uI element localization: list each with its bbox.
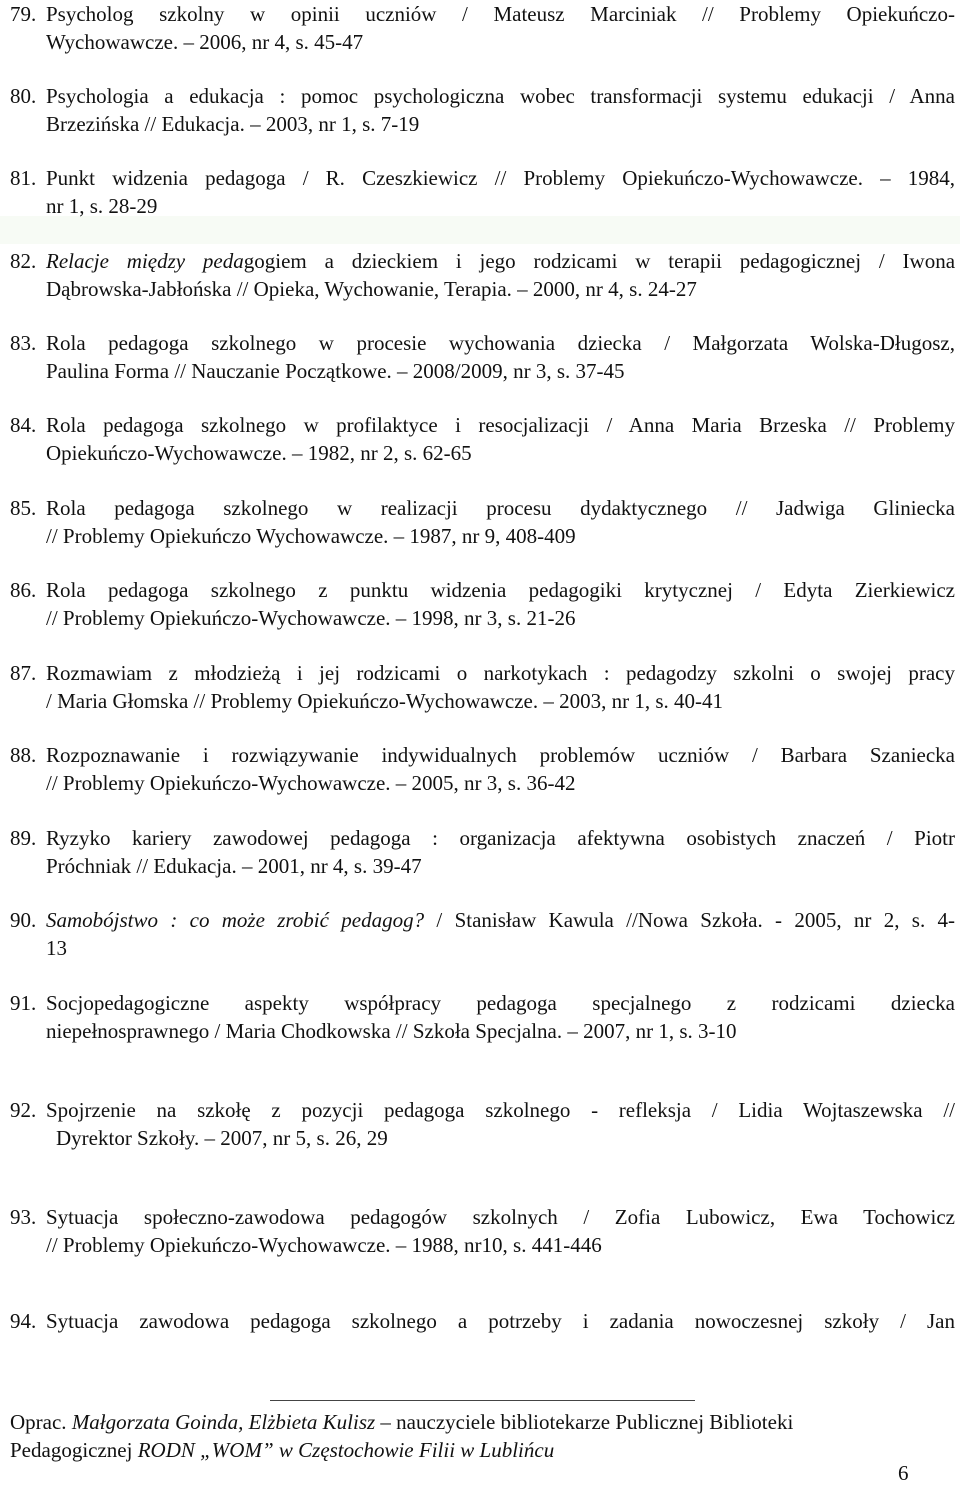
entry-line: Paulina Forma // Nauczanie Początkowe. – 2008/2009, nr 3, s. 37-45 bbox=[46, 359, 625, 383]
entry-line: Dyrektor Szkoły. – 2007, nr 5, s. 26, 29 bbox=[56, 1126, 388, 1150]
entry-number: 86. bbox=[10, 578, 37, 602]
bibliography-entry-82 bbox=[10, 247, 955, 303]
bibliography-entry-79 bbox=[10, 0, 955, 56]
entry-line: Rola pedagoga szkolnego w procesie wychowania dziecka / Małgorzata Wolska-Długosz, bbox=[46, 331, 955, 355]
footer-authors: Małgorzata Goinda, Elżbieta Kulisz bbox=[71, 1410, 376, 1434]
entry-number: 92. bbox=[10, 1098, 37, 1122]
bibliography-entry-83 bbox=[10, 329, 955, 385]
bibliography-entry-91 bbox=[10, 989, 955, 1045]
entry-line: // Problemy Opiekuńczo Wychowawcze. – 1987, nr 9, 408-409 bbox=[46, 524, 576, 548]
entry-number: 85. bbox=[10, 496, 37, 520]
entry-line: Wychowawcze. – 2006, nr 4, s. 45-47 bbox=[46, 30, 364, 54]
entry-title-italic: Samobójstwo : co może zrobić pedagog? bbox=[46, 908, 425, 932]
bibliography-entry-86 bbox=[10, 576, 955, 632]
entry-number: 94. bbox=[10, 1309, 37, 1333]
bibliography-entry-94 bbox=[10, 1307, 955, 1335]
bibliography-entry-90 bbox=[10, 906, 955, 962]
entry-line: // Problemy Opiekuńczo-Wychowawcze. – 1998, nr 3, s. 21-26 bbox=[46, 606, 576, 630]
entry-line: // Problemy Opiekuńczo-Wychowawcze. – 2005, nr 3, s. 36-42 bbox=[46, 771, 576, 795]
entry-title-italic: Relacje między peda bbox=[46, 249, 244, 273]
footer-prefix: Oprac. bbox=[10, 1410, 72, 1434]
entry-number: 91. bbox=[10, 991, 37, 1015]
entry-number: 89. bbox=[10, 826, 37, 850]
entry-line: Rozmawiam z młodzieżą i jej rodzicami o narkotykach : pedagodzy szkolni o swojej pracy bbox=[46, 661, 955, 685]
entry-line: // Problemy Opiekuńczo-Wychowawcze. – 1988, nr10, s. 441-446 bbox=[46, 1233, 602, 1257]
bibliography-entry-80 bbox=[10, 82, 955, 138]
entry-number: 93. bbox=[10, 1205, 37, 1229]
footer-rule bbox=[270, 1400, 695, 1401]
footer-role: – nauczyciele bibliotekarze Publicznej Biblioteki bbox=[375, 1410, 794, 1434]
entry-line: nr 1, s. 28-29 bbox=[46, 194, 158, 218]
entry-line: Rola pedagoga szkolnego z punktu widzenia pedagogiki krytycznej / Edyta Zierkiewicz bbox=[46, 578, 955, 602]
footer-line-1 bbox=[10, 1408, 955, 1436]
entry-line: Punkt widzenia pedagoga / R. Czeszkiewicz // Problemy Opiekuńczo-Wychowawcze. – 1984, bbox=[46, 166, 955, 190]
entry-line: Socjopedagogiczne aspekty współpracy pedagoga specjalnego z rodzicami dziecka bbox=[46, 991, 955, 1015]
entry-number: 83. bbox=[10, 331, 37, 355]
highlight-band bbox=[0, 216, 960, 244]
entry-number: 87. bbox=[10, 661, 37, 685]
entry-line: Próchniak // Edukacja. – 2001, nr 4, s. 39-47 bbox=[46, 854, 422, 878]
entry-number: 82. bbox=[10, 249, 37, 273]
entry-line: Opiekuńczo-Wychowawcze. – 1982, nr 2, s. 62-65 bbox=[46, 441, 472, 465]
bibliography-entry-81 bbox=[10, 164, 955, 220]
entry-line: Rola pedagoga szkolnego w realizacji procesu dydaktycznego // Jadwiga Gliniecka bbox=[46, 496, 955, 520]
footer-institution: RODN „WOM” w Częstochowie Filii w Lublińcu bbox=[137, 1438, 555, 1462]
entry-number: 88. bbox=[10, 743, 37, 767]
entry-line: Ryzyko kariery zawodowej pedagoga : organizacja afektywna osobistych znaczeń / Piotr bbox=[46, 826, 955, 850]
entry-title-rest: / Stanisław Kawula //Nowa Szkoła. - 2005, nr 2, s. 4- bbox=[424, 908, 955, 932]
bibliography-entry-88 bbox=[10, 741, 955, 797]
entry-line: Brzezińska // Edukacja. – 2003, nr 1, s. 7-19 bbox=[46, 112, 420, 136]
bibliography-entry-93 bbox=[10, 1203, 955, 1259]
bibliography-entry-89 bbox=[10, 824, 955, 880]
entry-line: Rola pedagoga szkolnego w profilaktyce i resocjalizacji / Anna Maria Brzeska // Problemy bbox=[46, 413, 955, 437]
entry-number: 90. bbox=[10, 908, 37, 932]
footer-line2-prefix: Pedagogicznej bbox=[10, 1438, 138, 1462]
entry-number: 81. bbox=[10, 166, 37, 190]
entry-line bbox=[46, 906, 955, 934]
entry-number: 79. bbox=[10, 2, 37, 26]
page-number: 6 bbox=[898, 1461, 909, 1485]
entry-number: 84. bbox=[10, 413, 37, 437]
bibliography-entry-84 bbox=[10, 411, 955, 467]
entry-line: Rozpoznawanie i rozwiązywanie indywidualnych problemów uczniów / Barbara Szaniecka bbox=[46, 743, 955, 767]
bibliography-entry-87 bbox=[10, 659, 955, 715]
footer-line-2 bbox=[10, 1436, 955, 1464]
entry-line: Sytuacja zawodowa pedagoga szkolnego a potrzeby i zadania nowoczesnej szkoły / Jan bbox=[46, 1309, 955, 1333]
entry-line: Dąbrowska-Jabłońska // Opieka, Wychowanie, Terapia. – 2000, nr 4, s. 24-27 bbox=[46, 277, 697, 301]
entry-title-rest: gogiem a dzieckiem i jego rodzicami w terapii pedagogicznej / Iwona bbox=[243, 249, 956, 273]
entry-line: Spojrzenie na szkołę z pozycji pedagoga szkolnego - refleksja / Lidia Wojtaszewska // bbox=[46, 1098, 955, 1122]
entry-line: niepełnosprawnego / Maria Chodkowska // Szkoła Specjalna. – 2007, nr 1, s. 3-10 bbox=[46, 1019, 737, 1043]
bibliography-entry-85 bbox=[10, 494, 955, 550]
entry-line: Psycholog szkolny w opinii uczniów / Mateusz Marciniak // Problemy Opiekuńczo- bbox=[46, 2, 955, 26]
page-footer bbox=[10, 1408, 955, 1464]
entry-number: 80. bbox=[10, 84, 37, 108]
entry-line: 13 bbox=[46, 936, 67, 960]
entry-line: Sytuacja społeczno-zawodowa pedagogów szkolnych / Zofia Lubowicz, Ewa Tochowicz bbox=[46, 1205, 955, 1229]
entry-line: / Maria Głomska // Problemy Opiekuńczo-Wychowawcze. – 2003, nr 1, s. 40-41 bbox=[46, 689, 723, 713]
entry-line bbox=[46, 247, 955, 275]
entry-line: Psychologia a edukacja : pomoc psychologiczna wobec transformacji systemu edukacji / Anna bbox=[46, 84, 955, 108]
bibliography-entry-92 bbox=[10, 1096, 955, 1152]
